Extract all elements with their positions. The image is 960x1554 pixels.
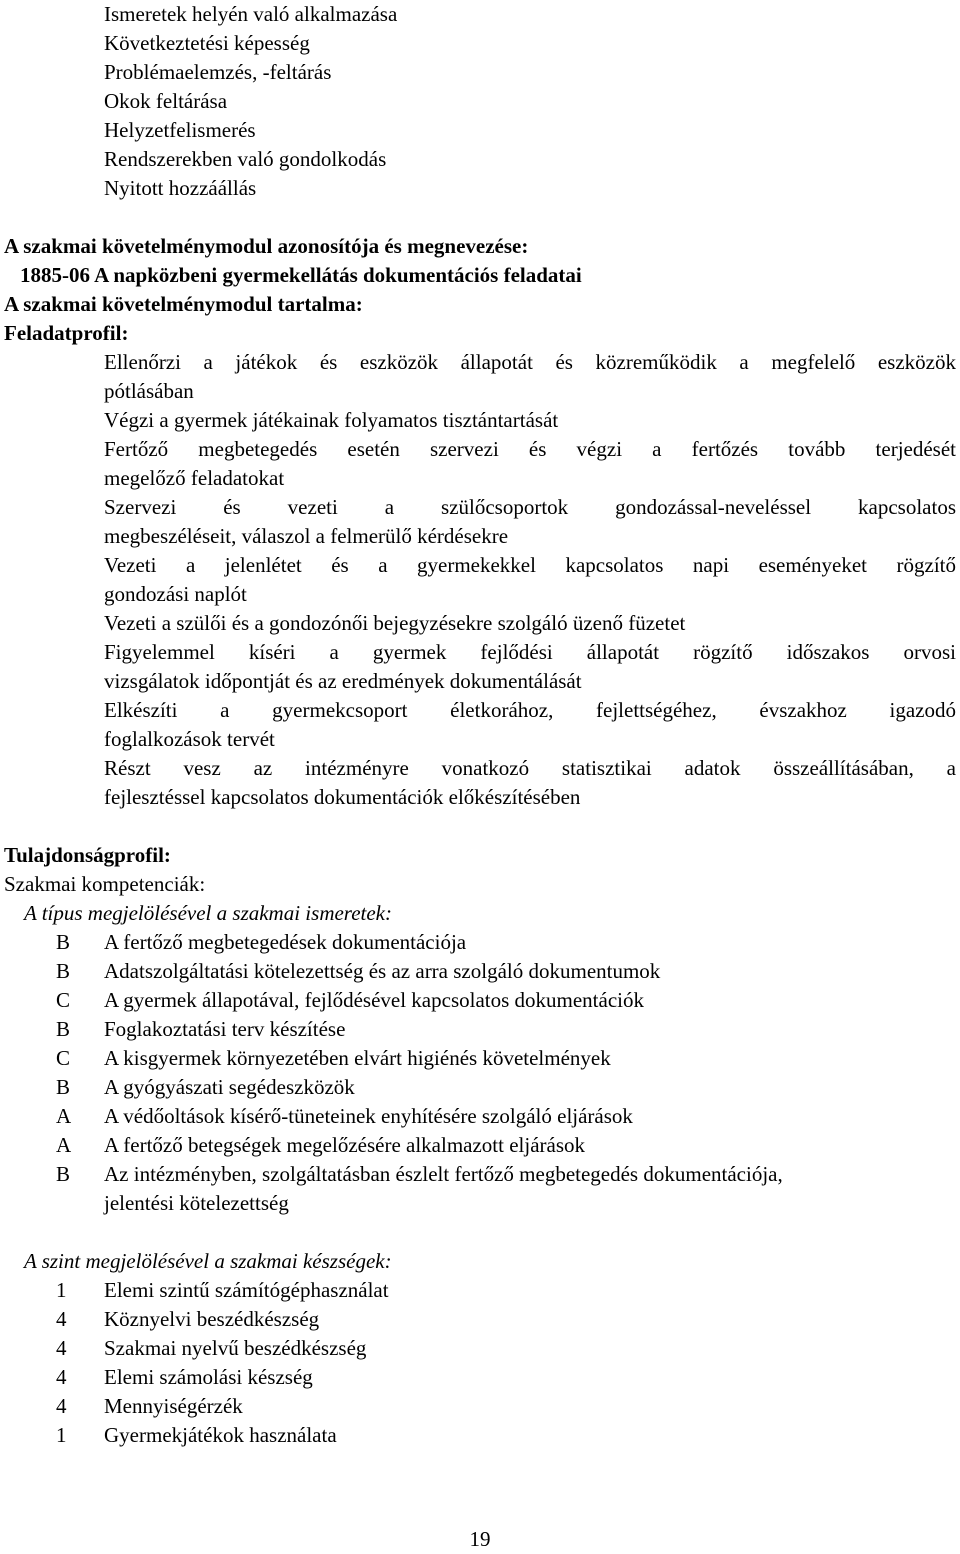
skill-text: Elemi szintű számítógéphasználat — [104, 1278, 389, 1302]
list-item: Ismeretek helyén való alkalmazása — [104, 2, 398, 26]
list-item: Problémaelemzés, -feltárás — [104, 60, 332, 84]
task-item-line: Végzi a gyermek játékainak folyamatos tisztántartását — [104, 408, 559, 432]
task-item-line: Fertőző megbetegedés esetén szervezi és végzi a fertőzés tovább terjedését — [104, 437, 956, 461]
knowledge-text: Adatszolgáltatási kötelezettség és az arra szolgáló dokumentumok — [104, 959, 661, 983]
knowledge-heading: A típus megjelölésével a szakmai ismeretek: — [24, 901, 392, 925]
task-item-line: Elkészíti a gyermekcsoport életkorához, fejlettségéhez, évszakhoz igazodó — [104, 698, 956, 722]
skill-text: Szakmai nyelvű beszédkészség — [104, 1336, 367, 1360]
skill-level: 4 — [56, 1307, 67, 1331]
skill-level: 4 — [56, 1336, 67, 1360]
task-item-line: gondozási naplót — [104, 582, 247, 606]
list-item: Következtetési képesség — [104, 31, 310, 55]
property-profile-heading: Tulajdonságprofil: — [4, 843, 171, 867]
knowledge-text: A kisgyermek környezetében elvárt higiénés követelmények — [104, 1046, 611, 1070]
competencies-subheading: Szakmai kompetenciák: — [4, 872, 206, 896]
task-profile-heading: Feladatprofil: — [4, 321, 129, 345]
module-id-value: 1885-06 A napközbeni gyermekellátás dokumentációs feladatai — [20, 263, 582, 287]
knowledge-level: C — [56, 1046, 71, 1070]
task-item-line: fejlesztéssel kapcsolatos dokumentációk előkészítésében — [104, 785, 581, 809]
skill-text: Köznyelvi beszédkészség — [104, 1307, 320, 1331]
skill-level: 1 — [56, 1278, 67, 1302]
list-item: Okok feltárása — [104, 89, 228, 113]
skills-heading: A szint megjelölésével a szakmai készségek: — [24, 1249, 392, 1273]
task-item-line: Figyelemmel kíséri a gyermek fejlődési állapotát rögzítő időszakos orvosi — [104, 640, 956, 664]
list-item: Nyitott hozzáállás — [104, 176, 257, 200]
knowledge-level: A — [56, 1104, 72, 1128]
module-id-heading: A szakmai követelménymodul azonosítója és megnevezése: — [4, 234, 529, 258]
knowledge-text: Foglakoztatási terv készítése — [104, 1017, 346, 1041]
knowledge-level: C — [56, 988, 71, 1012]
task-item-line: Szervezi és vezeti a szülőcsoportok gondozással-neveléssel kapcsolatos — [104, 495, 956, 519]
knowledge-text-continued: jelentési kötelezettség — [104, 1191, 289, 1215]
list-item: Rendszerekben való gondolkodás — [104, 147, 387, 171]
knowledge-text: Az intézményben, szolgáltatásban észlelt fertőző megbetegedés dokumentációja, — [104, 1162, 783, 1186]
skill-text: Elemi számolási készség — [104, 1365, 313, 1389]
task-item-line: Ellenőrzi a játékok és eszközök állapotát és közreműködik a megfelelő eszközök — [104, 350, 956, 374]
knowledge-level: A — [56, 1133, 72, 1157]
task-item-line: megbeszéléseit, válaszol a felmerülő kérdésekre — [104, 524, 509, 548]
skill-text: Gyermekjátékok használata — [104, 1423, 337, 1447]
task-item-line: foglalkozások tervét — [104, 727, 275, 751]
task-item-line: Vezeti a szülői és a gondozónői bejegyzésekre szolgáló üzenő füzetet — [104, 611, 686, 635]
skill-level: 4 — [56, 1394, 67, 1418]
knowledge-text: A védőoltások kísérő-tüneteinek enyhítésére szolgáló eljárások — [104, 1104, 633, 1128]
skill-level: 1 — [56, 1423, 67, 1447]
task-item-line: vizsgálatok időpontját és az eredmények dokumentálását — [104, 669, 582, 693]
skill-level: 4 — [56, 1365, 67, 1389]
list-item: Helyzetfelismerés — [104, 118, 256, 142]
task-item-line: pótlásában — [104, 379, 194, 403]
skill-text: Mennyiségérzék — [104, 1394, 243, 1418]
knowledge-text: A fertőző megbetegedések dokumentációja — [104, 930, 467, 954]
knowledge-level: B — [56, 959, 71, 983]
task-item-line: megelőző feladatokat — [104, 466, 285, 490]
knowledge-text: A fertőző betegségek megelőzésére alkalmazott eljárások — [104, 1133, 586, 1157]
task-item-line: Részt vesz az intézményre vonatkozó statisztikai adatok összeállításában, a — [104, 756, 956, 780]
module-content-heading: A szakmai követelménymodul tartalma: — [4, 292, 363, 316]
knowledge-level: B — [56, 1162, 71, 1186]
knowledge-level: B — [56, 1017, 71, 1041]
knowledge-level: B — [56, 1075, 71, 1099]
knowledge-text: A gyermek állapotával, fejlődésével kapcsolatos dokumentációk — [104, 988, 644, 1012]
task-item-line: Vezeti a jelenlétet és a gyermekekkel kapcsolatos napi eseményeket rögzítő — [104, 553, 956, 577]
page-number: 19 — [469, 1527, 491, 1551]
knowledge-text: A gyógyászati segédeszközök — [104, 1075, 355, 1099]
knowledge-level: B — [56, 930, 71, 954]
